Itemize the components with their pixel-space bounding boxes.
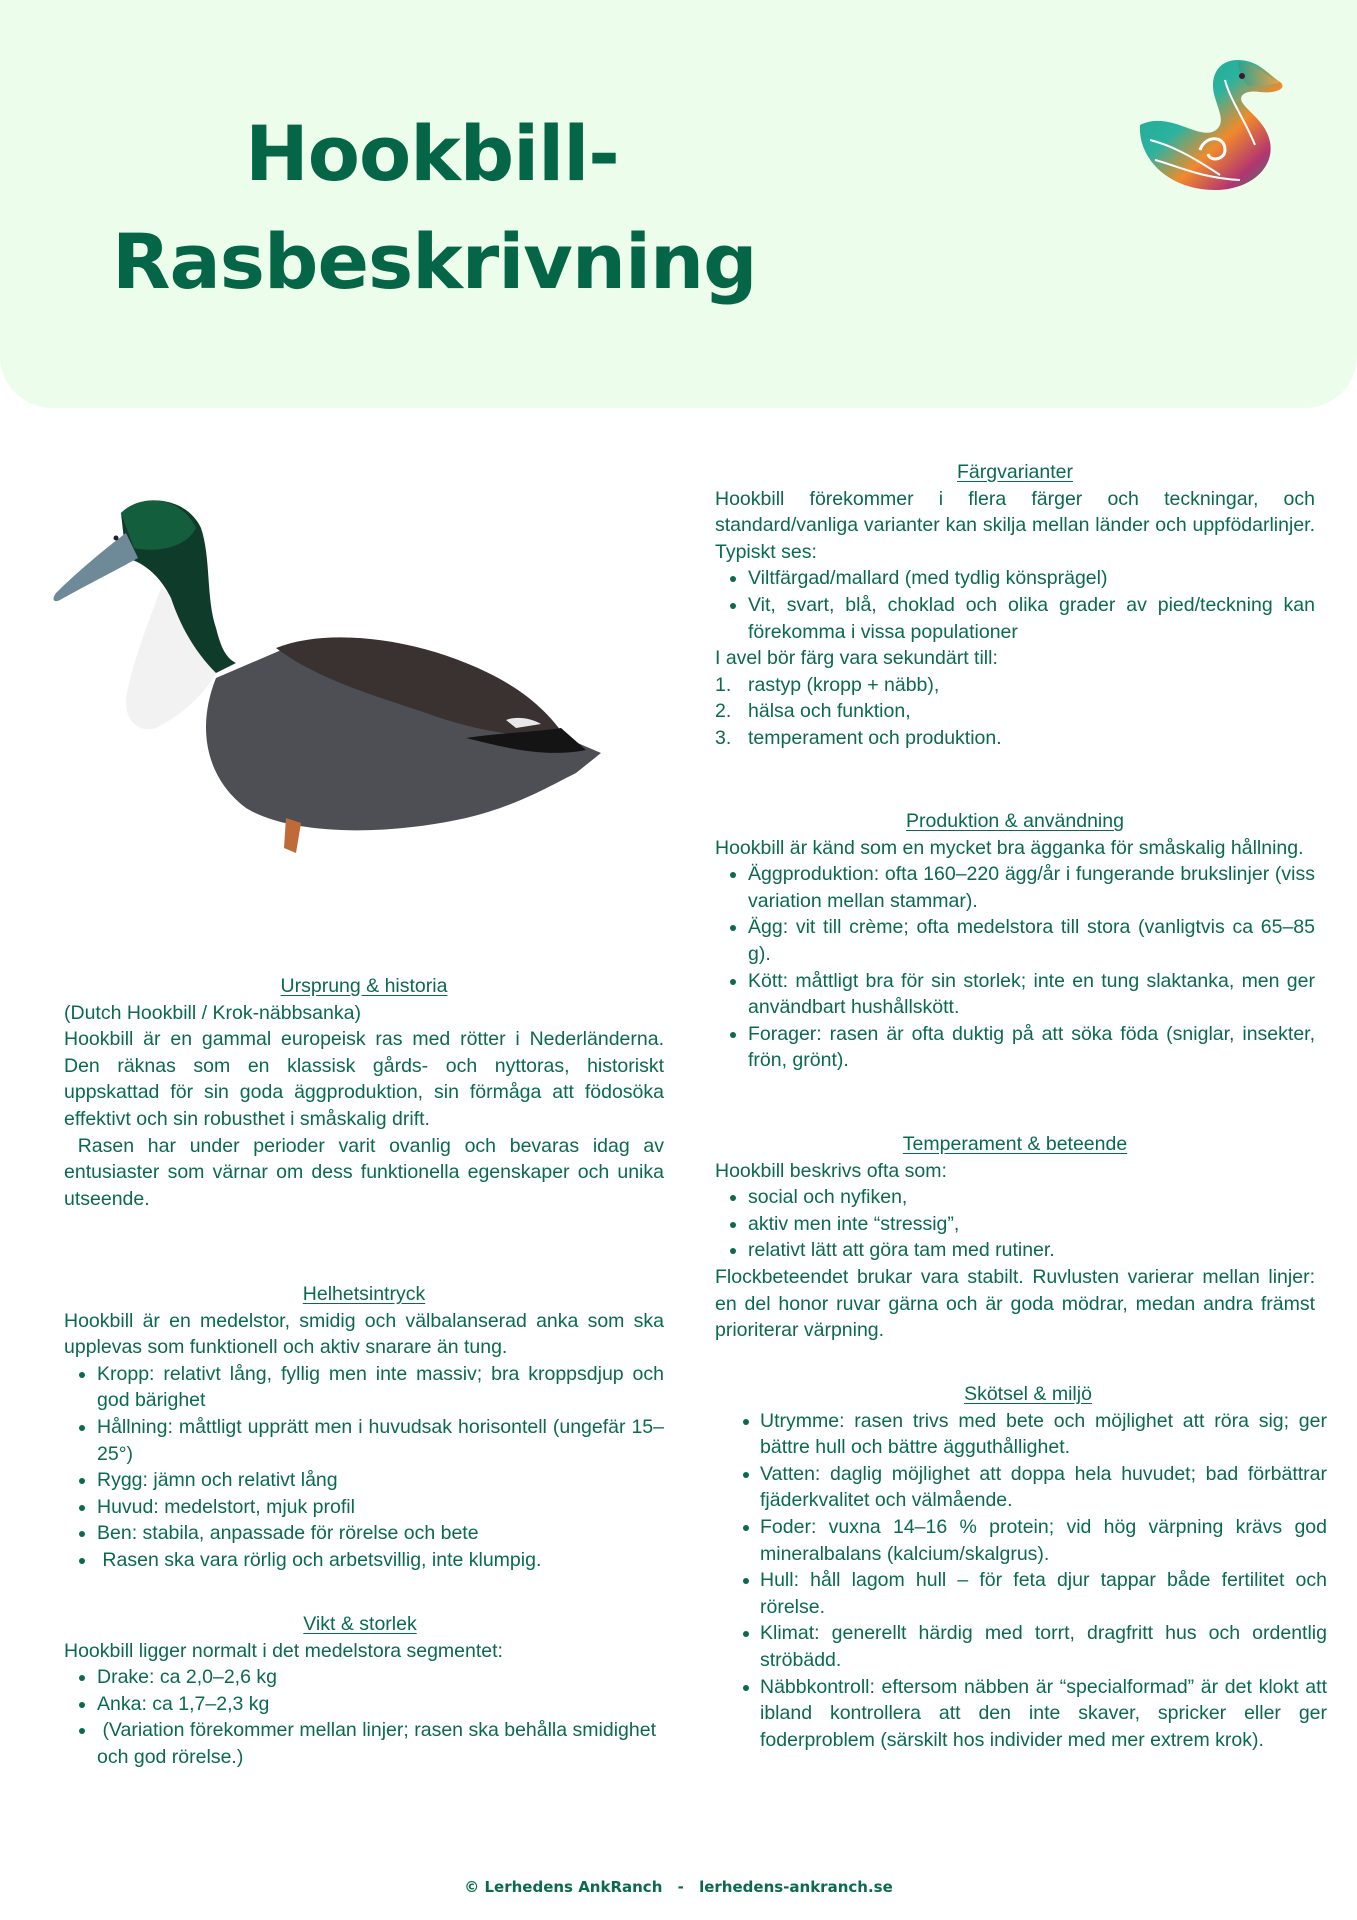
section-origin-history xyxy=(64,973,670,1212)
list-item: relativt lätt att göra tam med rutiner. xyxy=(715,1237,1315,1264)
hookbill-duck-photo xyxy=(46,488,616,868)
item-text: hälsa och funktion, xyxy=(748,700,911,723)
section-heading: Skötsel & miljö xyxy=(964,1383,1092,1405)
list-item: Kropp: relativt lång, fyllig men inte massiv; bra kroppsdjup och god bärighet xyxy=(64,1361,664,1414)
section-heading: Produktion & användning xyxy=(906,810,1124,832)
section-color-variants xyxy=(715,459,1315,752)
list-item: Anka: ca 1,7–2,3 kg xyxy=(64,1691,656,1718)
list-item: Vit, svart, blå, choklad och olika grader av pied/teckning kan förekomma i vissa populationer xyxy=(715,592,1315,645)
origin-paragraph-2: Rasen har under perioder varit ovanlig och bevaras idag av entusiaster som värnar om dess funktionella egenskaper och unika utseende. xyxy=(64,1134,670,1210)
list-item: Äggproduktion: ofta 160–220 ägg/år i fungerande brukslinjer (viss variation mellan stammar). xyxy=(715,861,1315,914)
list-item: Huvud: medelstort, mjuk profil xyxy=(64,1494,664,1521)
list-item: Utrymme: rasen trivs med bete och möjlighet att röra sig; ger bättre hull och bättre ägguthållighet. xyxy=(715,1408,1327,1461)
title-line-2: Rasbeskrivning xyxy=(112,217,757,306)
weight-intro: Hookbill ligger normalt i det medelstora segmentet: xyxy=(64,1639,503,1662)
list-item: aktiv men inte “stressig”, xyxy=(715,1211,1315,1238)
section-heading: Helhetsintryck xyxy=(302,1283,426,1305)
list-item: Rygg: jämn och relativt lång xyxy=(64,1467,664,1494)
footer xyxy=(0,1878,1357,1896)
list-item: Hull: håll lagom hull – för feta djur tappar både fertilitet och rörelse. xyxy=(715,1567,1327,1620)
list-item: Kött: måttligt bra för sin storlek; inte en tung slaktanka, men ger användbart hushållskött. xyxy=(715,968,1315,1021)
item-number: 3. xyxy=(715,726,732,749)
colors-list xyxy=(715,565,1315,645)
title-line-1: Hookbill- xyxy=(245,109,619,198)
section-temperament-behavior xyxy=(715,1131,1315,1344)
list-item: Ben: stabila, anpassade för rörelse och bete xyxy=(64,1520,664,1547)
section-heading: Ursprung & historia xyxy=(280,975,448,997)
footer-website-link[interactable]: lerhedens-ankranch.se xyxy=(699,1878,893,1896)
list-item xyxy=(715,698,1315,725)
overall-intro: Hookbill är en medelstor, smidig och välbalanserad anka som ska upplevas som funktionell och aktiv snarare än tung. xyxy=(64,1309,664,1359)
section-weight-size xyxy=(64,1611,662,1771)
section-heading: Temperament & beteende xyxy=(902,1133,1128,1155)
colorful-duck-logo-icon xyxy=(1130,50,1296,200)
list-item: Foder: vuxna 14–16 % protein; vid hög värpning krävs god mineralbalans (kalcium/skalgrus). xyxy=(715,1514,1327,1567)
section-heading: Vikt & storlek xyxy=(303,1613,417,1635)
list-item: Hållning: måttligt upprätt men i huvudsak horisontell (ungefär 15–25°) xyxy=(64,1414,664,1467)
list-item: Ägg: vit till crème; ofta medelstora till stora (vanligtvis ca 65–85 g). xyxy=(715,914,1315,967)
item-text: rastyp (kropp + näbb), xyxy=(748,673,940,696)
list-item: Forager: rasen är ofta duktig på att söka föda (sniglar, insekter, frön, grönt). xyxy=(715,1021,1315,1074)
origin-paragraph-1: Hookbill är en gammal europeisk ras med rötter i Nederländerna. Den räknas som en klassisk gårds- och nyttoras, historiskt uppskattad för sin goda äggproduktion, sin förmåga att födosöka effektivt och sin robusthet i småskalig drift. xyxy=(64,1028,664,1130)
item-number: 2. xyxy=(715,700,732,723)
section-overall-impression xyxy=(64,1281,664,1574)
weight-list xyxy=(64,1664,662,1770)
list-item xyxy=(715,672,1315,699)
temperament-outro: Flockbeteendet brukar vara stabilt. Ruvlusten varierar mellan linjer: en del honor ruvar gärna och är goda mödrar, medan andra främst prioriterar värpning. xyxy=(715,1265,1315,1342)
list-item: social och nyfiken, xyxy=(715,1184,1315,1211)
item-text: temperament och produktion. xyxy=(748,726,1002,749)
list-item: Vatten: daglig möjlighet att doppa hela huvudet; bad förbättrar fjäderkvalitet och välmående. xyxy=(715,1461,1327,1514)
header-banner xyxy=(0,0,1357,408)
list-item: Drake: ca 2,0–2,6 kg xyxy=(64,1664,656,1691)
page-title xyxy=(112,100,757,316)
list-item: Näbbkontroll: eftersom näbben är “specialformad” är det klokt att ibland kontrollera att den inte skaver, spricker eller ger foderproblem (särskilt hos individer med mer extrem krok). xyxy=(715,1674,1327,1754)
section-care-environment xyxy=(715,1381,1327,1753)
temperament-intro: Hookbill beskrivs ofta som: xyxy=(715,1159,947,1182)
item-number: 1. xyxy=(715,673,732,696)
list-item: (Variation förekommer mellan linjer; rasen ska behålla smidighet och god rörelse.) xyxy=(64,1717,656,1770)
footer-copyright: © Lerhedens AnkRanch xyxy=(464,1878,663,1896)
list-item: Rasen ska vara rörlig och arbetsvillig, inte klumpig. xyxy=(64,1547,664,1574)
production-list xyxy=(715,861,1315,1074)
section-heading: Färgvarianter xyxy=(957,461,1073,483)
colors-intro: Hookbill förekommer i flera färger och teckningar, och standard/vanliga varianter kan skilja mellan länder och uppfödarlinjer. Typiskt ses: xyxy=(715,487,1315,563)
list-item xyxy=(715,725,1315,752)
section-production-use xyxy=(715,808,1315,1074)
footer-separator: - xyxy=(677,1878,684,1896)
list-item: Viltfärgad/mallard (med tydlig könsprägel) xyxy=(715,565,1315,592)
origin-subtitle: (Dutch Hookbill / Krok-näbbsanka) xyxy=(64,1001,361,1024)
overall-list xyxy=(64,1361,664,1574)
care-list xyxy=(715,1408,1327,1754)
list-item: Klimat: generellt härdig med torrt, dragfritt hus och ordentlig ströbädd. xyxy=(715,1620,1327,1673)
breeding-priorities xyxy=(715,672,1315,752)
breeding-intro: I avel bör färg vara sekundärt till: xyxy=(715,647,998,670)
temperament-list xyxy=(715,1184,1315,1264)
production-intro: Hookbill är känd som en mycket bra ägganka för småskalig hållning. xyxy=(715,836,1304,859)
